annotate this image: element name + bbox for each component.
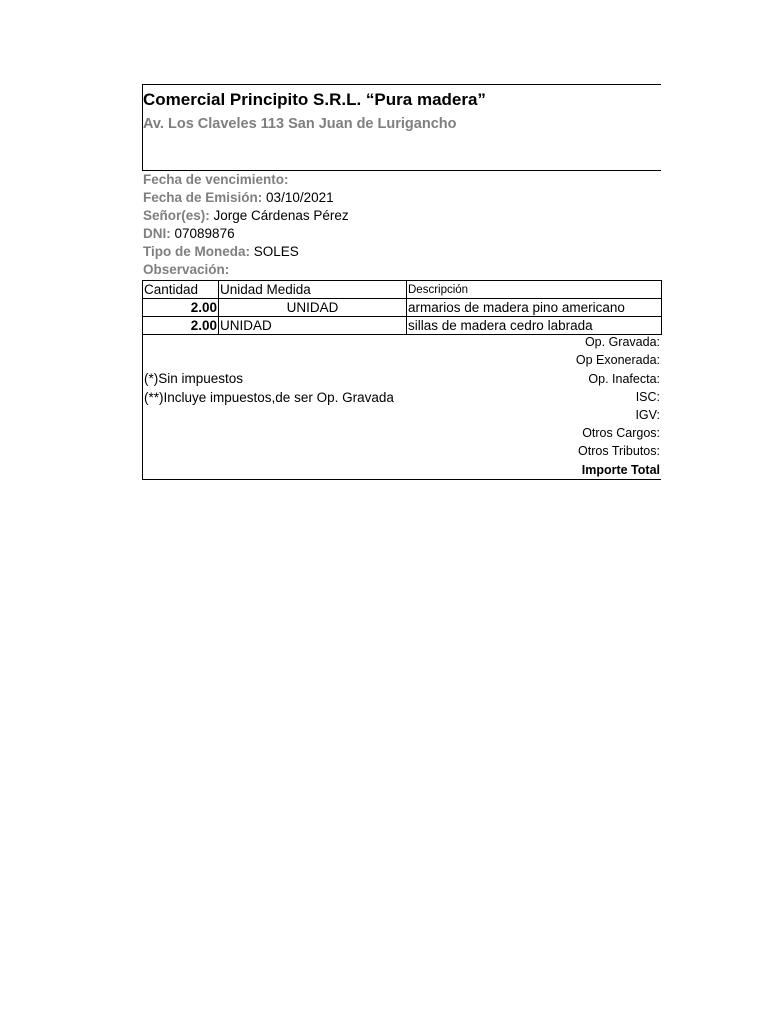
header-separator — [142, 170, 661, 171]
field-value: SOLES — [253, 244, 299, 259]
col-header-unit: Unidad Medida — [219, 281, 407, 299]
company-address: Av. Los Claveles 113 San Juan de Lurigancho — [143, 116, 457, 132]
totals-section — [142, 334, 661, 480]
total-label-otros-tributos: Otros Tributos: — [578, 444, 660, 458]
total-label-importe-total: Importe Total — [581, 463, 660, 477]
field-label: Fecha de Emisión: — [143, 190, 263, 205]
field-label: Señor(es): — [143, 208, 210, 223]
field-value: Jorge Cárdenas Pérez — [213, 208, 349, 223]
table-row — [143, 317, 662, 335]
field-value: 07089876 — [174, 226, 235, 241]
items-table — [142, 280, 662, 335]
note-includes-tax: (**)Incluye impuestos,de ser Op. Gravada — [144, 390, 394, 405]
field-due-date — [143, 172, 289, 187]
total-label-igv: IGV: — [635, 408, 660, 422]
cell-description: sillas de madera cedro labrada — [407, 317, 662, 335]
col-header-description: Descripción — [407, 281, 662, 299]
field-label: DNI: — [143, 226, 171, 241]
total-label-inafecta: Op. Inafecta: — [588, 372, 660, 386]
company-name: Comercial Principito S.R.L. “Pura madera” — [143, 90, 486, 109]
total-label-gravada: Op. Gravada: — [584, 335, 660, 349]
total-label-isc: ISC: — [635, 390, 660, 404]
field-customer — [143, 208, 349, 223]
field-label: Tipo de Moneda: — [143, 244, 250, 259]
field-currency — [143, 244, 299, 259]
cell-quantity: 2.00 — [143, 317, 219, 335]
col-header-quantity: Cantidad — [143, 281, 219, 299]
total-label-otros-cargos: Otros Cargos: — [582, 426, 660, 440]
cell-unit: UNIDAD — [219, 299, 407, 317]
table-header-row — [143, 281, 662, 299]
cell-description: armarios de madera pino americano — [407, 299, 662, 317]
table-row — [143, 299, 662, 317]
field-issue-date — [143, 190, 334, 205]
note-no-tax: (*)Sin impuestos — [144, 371, 244, 386]
top-border — [142, 84, 661, 85]
cell-quantity: 2.00 — [143, 299, 219, 317]
total-label-exonerada: Op Exonerada: — [575, 353, 660, 367]
field-label: Observación: — [143, 262, 230, 277]
field-value: 03/10/2021 — [266, 190, 334, 205]
field-observation — [143, 262, 229, 277]
field-dni — [143, 226, 235, 241]
field-label: Fecha de vencimiento: — [143, 172, 289, 187]
cell-unit: UNIDAD — [219, 317, 407, 335]
